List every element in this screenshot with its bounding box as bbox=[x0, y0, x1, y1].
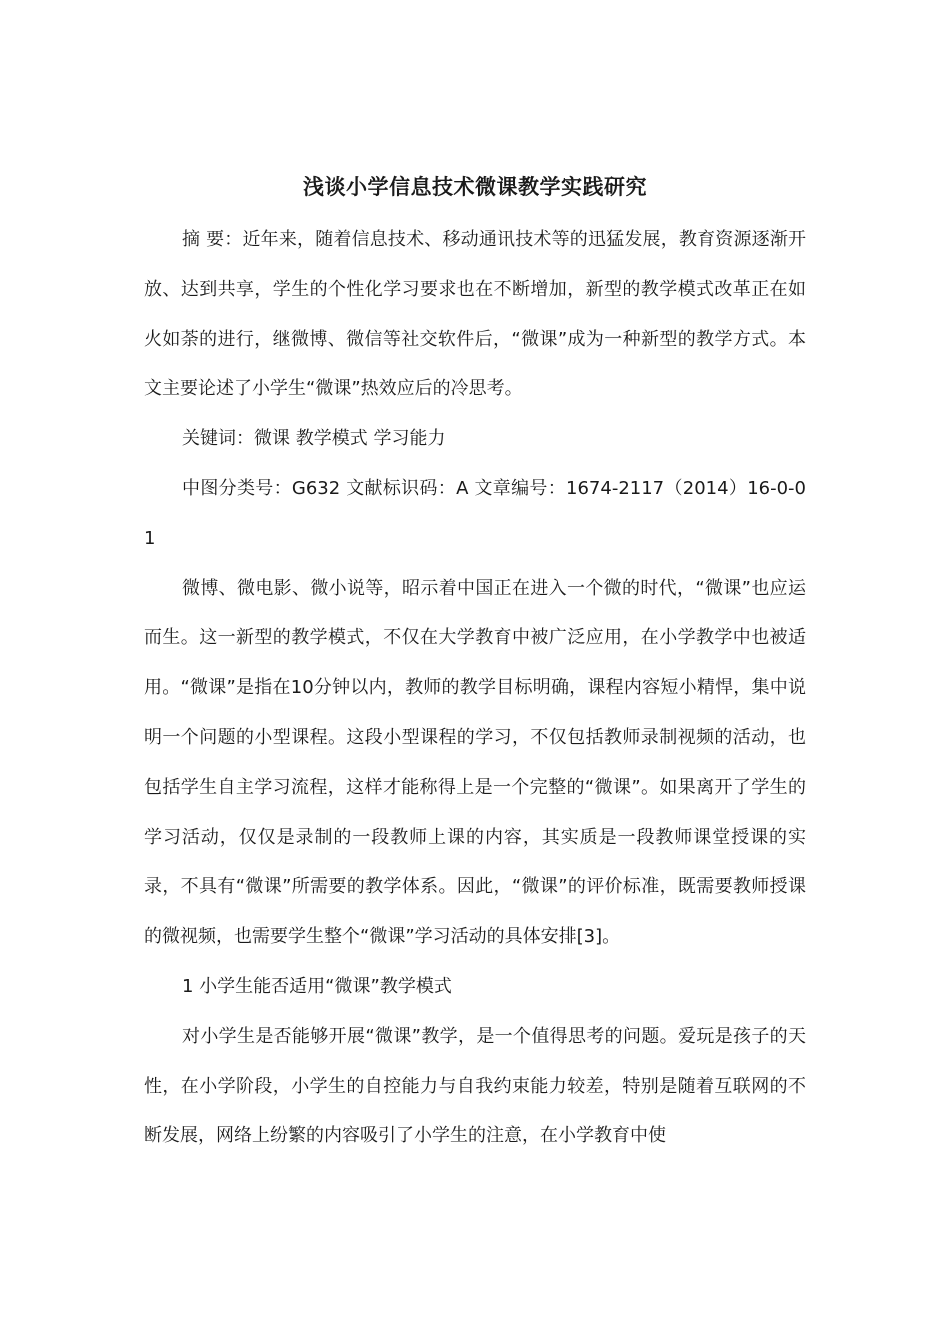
intro-paragraph: 微博、微电影、微小说等，昭示着中国正在进入一个微的时代，“微课”也应运而生。这一新型的教学模式，不仅在大学教育中被广泛应用，在小学教学中也被适用。“微课”是指在10分钟以内，教师的教学目标明确，课程内容短小精悍，集中说明一个问题的小型课程。这段小型课程的学习，不仅包括教师录制视频的活动，也包括学生自主学习流程，这样才能称得上是一个完整的“微课”。如果离开了学生的学习活动，仅仅是录制的一段教师上课的内容，其实质是一段教师课堂授课的实录，不具有“微课”所需要的教学体系。因此，“微课”的评价标准，既需要教师授课的微视频，也需要学生整个“微课”学习活动的具体安排[3]。 bbox=[144, 577, 806, 948]
keywords-paragraph: 关键词：微课 教学模式 学习能力 bbox=[182, 428, 446, 450]
section-heading: 1 小学生能否适用“微课”教学模式 bbox=[182, 975, 452, 997]
section-paragraph: 对小学生是否能够开展“微课”教学，是一个值得思考的问题。爱玩是孩子的天性，在小学阶段，小学生的自控能力与自我约束能力较差，特别是随着互联网的不断发展，网络上纷繁的内容吸引了小学生的注意，在小学教育中使 bbox=[144, 1025, 806, 1147]
abstract-paragraph: 摘 要：近年来，随着信息技术、移动通讯技术等的迅猛发展，教育资源逐渐开放、达到共享，学生的个性化学习要求也在不断增加，新型的教学模式改革正在如火如荼的进行，继微博、微信等社交软件后，“微课”成为一种新型的教学方式。本文主要论述了小学生“微课”热效应后的冷思考。 bbox=[144, 229, 806, 400]
document-body bbox=[144, 215, 806, 1161]
document-title: 浅谈小学信息技术微课教学实践研究 bbox=[303, 174, 647, 199]
classification-paragraph: 中图分类号：G632 文献标识码：A 文章编号：1674-2117（2014）16-0-01 bbox=[144, 477, 806, 549]
